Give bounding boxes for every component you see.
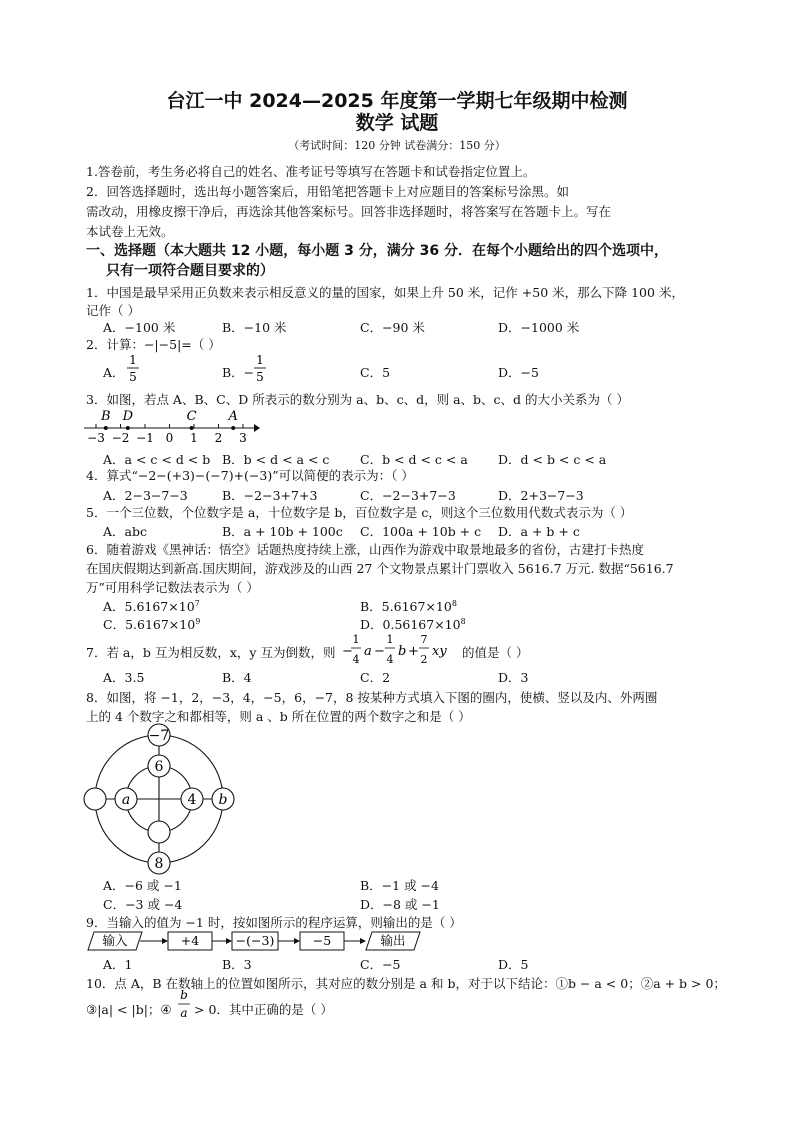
q3-point — [104, 426, 108, 430]
q3-tick-label: 3 — [239, 431, 247, 445]
q3-option-c[interactable]: C．b < d < c < a — [360, 452, 468, 467]
q3-tick-label: 0 — [165, 431, 174, 445]
q2-option-a-label: A． — [103, 365, 125, 380]
q7-var-b: b — [398, 644, 407, 659]
q8-node-bottom-inner — [148, 821, 170, 843]
q2-a-numerator: 1 — [129, 353, 137, 367]
q1-option-b[interactable]: B．−10 米 — [222, 320, 287, 335]
q10-stem-end: > 0．其中正确的是（ ） — [194, 1002, 333, 1017]
q6-stem: 6．随着游戏《黑神话：悟空》话题热度持续上涨，山西作为游戏中取景地最多的省份，古建打卡热度 — [86, 542, 644, 557]
q6-option-a[interactable] — [103, 597, 200, 615]
q2-option-b-label: B．− — [222, 365, 255, 380]
q3-point-label: A — [228, 409, 238, 424]
q2-b-numerator: 1 — [256, 353, 264, 367]
q8-node-left-outer — [84, 788, 106, 810]
q3-tick-label: −1 — [136, 431, 154, 445]
q7-frac2-den: 4 — [386, 653, 394, 666]
instruction-2: 2．回答选择题时，选出每小题答案后，用铅笔把答题卡上对应题目的答案标号涂黑。如 — [86, 184, 569, 199]
q7-frac3-den: 2 — [420, 653, 428, 666]
q6-stem-cont: 在国庆假期达到新高.国庆期间，游戏涉及的山西 27 个文物景点累计门票收入 5616.7 万元. 数据“5616.7 — [86, 561, 674, 576]
q3-point — [190, 426, 194, 430]
q9-option-b[interactable]: B．3 — [222, 957, 252, 972]
q8-label-top-outer: −7 — [148, 728, 170, 744]
q9-arrow-2-icon — [226, 938, 232, 944]
q2-option-b[interactable] — [222, 363, 254, 381]
q3-tick-label: −2 — [111, 431, 130, 445]
instruction-1: 1.答卷前，考生务必将自己的姓名、准考证号等填写在答题卡和试卷指定位置上。 — [86, 164, 536, 179]
q2-b-denominator: 5 — [256, 370, 264, 384]
q7-option-d[interactable]: D．3 — [498, 670, 529, 685]
q10-frac-num: b — [180, 988, 188, 1002]
q2-option-b-fraction — [253, 350, 267, 386]
q2-option-c[interactable]: C．5 — [360, 365, 391, 380]
instruction-2-end: 本试卷上无效。 — [86, 224, 174, 239]
q6-option-c-exponent: 9 — [195, 616, 201, 626]
q9-step-2-label: −(−3) — [235, 933, 275, 948]
q7-minus-1: − — [342, 644, 353, 659]
q10-stem-cont: ③|a| < |b|；④ — [86, 1002, 172, 1017]
q7-plus: + — [408, 644, 419, 659]
q9-option-c[interactable]: C．−5 — [360, 957, 401, 972]
q9-step-1-label: +4 — [180, 933, 200, 948]
q7-option-a[interactable]: A．3.5 — [103, 670, 145, 685]
q4-stem: 4．算式“−2−(+3)−(−7)+(−3)”可以简便的表示为：（ ） — [86, 468, 414, 483]
q8-label-bottom-outer: 8 — [154, 856, 164, 872]
q7-var-xy: xy — [432, 644, 447, 659]
q9-option-a[interactable]: A．1 — [103, 957, 133, 972]
q3-axis-arrow-icon — [254, 424, 260, 432]
q8-option-a[interactable]: A．−6 或 −1 — [103, 878, 182, 893]
q6-stem-end: 万”可用科学记数法表示为（ ） — [86, 580, 259, 595]
q7-frac3-num: 7 — [420, 633, 428, 646]
q10-frac-den: a — [180, 1006, 188, 1020]
q7-frac2-num: 1 — [386, 633, 394, 646]
q6-option-b[interactable] — [360, 597, 457, 615]
q3-tick-group — [87, 424, 247, 445]
q2-option-d[interactable]: D．−5 — [498, 365, 539, 380]
q8-circle-diagram — [80, 722, 240, 878]
q5-stem: 5．一个三位数，个位数字是 a，十位数字是 b，百位数字是 c，则这个三位数用代数式表示为（ ） — [86, 505, 633, 520]
exam-time-info: （考试时间：120 分钟 试卷满分：150 分） — [288, 139, 506, 152]
q9-input-label: 输入 — [102, 933, 128, 948]
q1-option-d[interactable]: D．−1000 米 — [498, 320, 580, 335]
q2-a-denominator: 5 — [129, 370, 137, 384]
q1-stem-cont: 记作（ ） — [86, 303, 140, 318]
q3-point — [126, 426, 130, 430]
q5-option-a[interactable]: A．abc — [103, 524, 147, 539]
q6-option-a-text: A．5.6167×10 — [103, 599, 195, 614]
section-heading: 一、选择题（本大题共 12 小题，每小题 3 分，满分 36 分．在每个小题给出的四个选项中， — [86, 243, 668, 259]
q8-label-b: b — [218, 792, 228, 808]
q8-label-top-inner: 6 — [154, 759, 164, 775]
q9-arrow-4-icon — [360, 938, 366, 944]
q8-option-d[interactable]: D．−8 或 −1 — [360, 897, 440, 912]
q3-stem: 3．如图，若点 A、B、C、D 所表示的数分别为 a、b、c、d，则 a、b、c、d 的大小关系为（ ） — [86, 392, 630, 407]
q3-point-label: C — [186, 409, 197, 424]
q8-option-b[interactable]: B．−1 或 −4 — [360, 878, 439, 893]
q3-number-line — [82, 404, 262, 446]
q4-option-b[interactable]: B．−2−3+7+3 — [222, 488, 318, 503]
q8-stem-cont: 上的 4 个数字之和都相等，则 a 、b 所在位置的两个数字之和是（ ） — [86, 709, 471, 724]
q4-option-c[interactable]: C．−2−3+7−3 — [360, 488, 456, 503]
q7-option-c[interactable]: C．2 — [360, 670, 391, 685]
q3-option-b[interactable]: B．b < d < a < c — [222, 452, 330, 467]
q5-option-c[interactable]: C．100a + 10b + c — [360, 524, 482, 539]
q7-frac1-den: 4 — [352, 653, 360, 666]
q3-tick-label: 1 — [190, 431, 198, 445]
q2-stem: 2．计算：−|−5|=（ ） — [86, 337, 221, 352]
q7-expression — [342, 628, 462, 672]
exam-subject-title: 数学 试题 — [355, 112, 439, 134]
q4-option-d[interactable]: D．2+3−7−3 — [498, 488, 584, 503]
q5-option-d[interactable]: D．a + b + c — [498, 524, 580, 539]
instruction-2-cont: 需改动，用橡皮擦干净后，再选涂其他答案标号。回答非选择题时，将答案写在答题卡上。写在 — [86, 204, 612, 219]
q3-tick-label: −3 — [87, 431, 105, 445]
q1-option-c[interactable]: C．−90 米 — [360, 320, 425, 335]
q6-option-b-exponent: 8 — [451, 598, 457, 608]
q8-option-c[interactable]: C．−3 或 −4 — [103, 897, 183, 912]
q6-option-b-text: B．5.6167×10 — [360, 599, 452, 614]
q5-option-b[interactable]: B．a + 10b + 100c — [222, 524, 343, 539]
q7-stem: 7．若 a，b 互为相反数，x，y 互为倒数，则 — [86, 645, 336, 660]
q9-step-3-label: −5 — [312, 933, 332, 948]
q2-option-a-fraction — [126, 350, 140, 386]
q8-label-a: a — [121, 792, 131, 808]
q7-minus-2: − — [374, 644, 385, 659]
exam-title: 台江一中 2024—2025 年度第一学期七年级期中检测 — [166, 90, 628, 112]
q2-option-a[interactable] — [103, 363, 125, 381]
q6-option-c-text: C．5.6167×10 — [103, 617, 196, 632]
q3-tick-label: 2 — [214, 431, 223, 445]
q9-flowchart — [86, 929, 436, 953]
q9-output-label: 输出 — [380, 933, 406, 948]
q3-point — [231, 426, 235, 430]
q6-option-a-exponent: 7 — [194, 598, 200, 608]
q3-option-d[interactable]: D．d < b < c < a — [498, 452, 607, 467]
q9-option-d[interactable]: D．5 — [498, 957, 529, 972]
q9-arrow-3-icon — [294, 938, 300, 944]
q3-point-label: B — [101, 409, 111, 424]
q10-stem: 10．点 A，B 在数轴上的位置如图所示，其对应的数分别是 a 和 b，对于以下结论：①b − a < 0；②a + b > 0； — [86, 976, 726, 991]
q7-option-b[interactable]: B．4 — [222, 670, 252, 685]
q3-point-label: D — [122, 409, 134, 424]
q10-fraction-b-over-a — [176, 985, 192, 1025]
q8-stem: 8．如图，将 −1，2，−3，4，−5，6，−7，8 按某种方式填入下图的圈内，使横、竖以及内、外两圈 — [86, 690, 658, 705]
q7-stem-end: 的值是（ ） — [462, 645, 529, 660]
q9-arrow-1-icon — [162, 938, 168, 944]
q3-option-a[interactable]: A．a < c < d < b — [103, 452, 211, 467]
q6-option-d-text: D．0.56167×10 — [360, 617, 461, 632]
q9-stem: 9．当输入的值为 −1 时，按如图所示的程序运算，则输出的是（ ） — [86, 915, 462, 930]
q7-var-a: a — [364, 644, 372, 659]
q4-option-a[interactable]: A．2−3−7−3 — [103, 488, 188, 503]
q1-option-a[interactable]: A．−100 米 — [103, 320, 176, 335]
q6-option-c[interactable] — [103, 615, 200, 633]
q1-stem: 1．中国是最早采用正负数来表示相反意义的量的国家，如果上升 50 米，记作 +50 米，那么下降 100 米， — [86, 285, 684, 300]
q7-frac1-num: 1 — [352, 633, 360, 646]
q6-option-d-exponent: 8 — [460, 616, 466, 626]
q8-label-right-inner: 4 — [187, 792, 197, 808]
section-heading-cont: 只有一项符合题目要求的） — [106, 263, 274, 279]
